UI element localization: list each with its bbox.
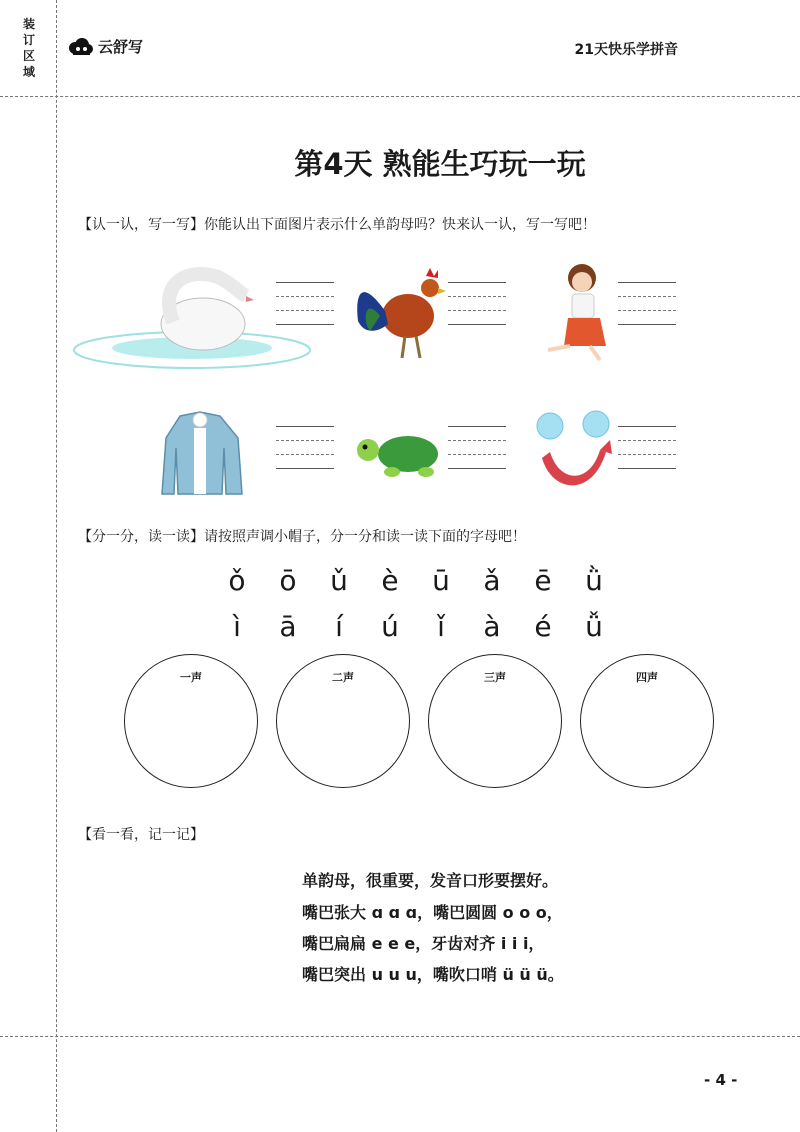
pinyin-letter: ì bbox=[233, 610, 241, 643]
binding-area-label: 装订区域 bbox=[22, 17, 35, 79]
fish-bubbles-icon bbox=[532, 408, 616, 498]
rhyme-line: 单韵母，很重要，发音口形要摆好。 bbox=[302, 871, 559, 890]
tone-circle-3[interactable] bbox=[428, 654, 562, 788]
footer-divider bbox=[0, 1036, 800, 1037]
writing-lines-5 bbox=[448, 426, 506, 482]
book-title: 21天快乐学拼音 bbox=[574, 42, 678, 58]
pinyin-letter: ū bbox=[432, 564, 450, 597]
pinyin-row-1 bbox=[226, 564, 605, 597]
cloud-logo-icon bbox=[68, 38, 94, 56]
section2-instruction: 【分一分，读一读】请按照声调小帽子，分一分和读一读下面的字母吧！ bbox=[78, 529, 526, 545]
pinyin-letter: ā bbox=[279, 610, 297, 643]
writing-lines-1 bbox=[276, 282, 334, 338]
turtle-icon bbox=[350, 428, 450, 484]
pinyin-letter: í bbox=[335, 610, 343, 643]
writing-lines-6 bbox=[618, 426, 676, 482]
logo bbox=[68, 36, 143, 57]
tone-circle-1[interactable] bbox=[124, 654, 258, 788]
jacket-icon bbox=[160, 408, 244, 498]
header-divider bbox=[0, 96, 800, 97]
pinyin-letter: ǔ bbox=[330, 564, 348, 597]
pinyin-letter: ǎ bbox=[483, 564, 501, 597]
pinyin-letter: ō bbox=[279, 564, 297, 597]
pinyin-letter: ǒ bbox=[228, 564, 246, 597]
writing-lines-4 bbox=[276, 426, 334, 482]
writing-lines-3 bbox=[618, 282, 676, 338]
pinyin-letter: ǜ bbox=[585, 564, 603, 597]
tone-circle-4[interactable] bbox=[580, 654, 714, 788]
logo-text: 云舒写 bbox=[98, 38, 144, 56]
page-title: 第4天 熟能生巧玩一玩 bbox=[294, 147, 586, 181]
tone-label: 二声 bbox=[332, 671, 354, 684]
tone-label: 四声 bbox=[636, 671, 658, 684]
pinyin-letter: à bbox=[483, 610, 501, 643]
pinyin-letter: ǐ bbox=[437, 610, 445, 643]
rhyme-line: 嘴巴突出 u u u，嘴吹口哨 ü ü ü。 bbox=[302, 965, 564, 984]
page-number: - 4 - bbox=[704, 1071, 738, 1089]
pinyin-letter: ǚ bbox=[585, 610, 603, 643]
tone-label: 三声 bbox=[484, 671, 506, 684]
pinyin-letter: ú bbox=[381, 610, 399, 643]
rhyme-line: 嘴巴扁扁 e e e，牙齿对齐 i i i， bbox=[302, 934, 545, 953]
writing-lines-2 bbox=[448, 282, 506, 338]
pinyin-letter: è bbox=[381, 564, 399, 597]
pinyin-letter: ē bbox=[534, 564, 552, 597]
section1-instruction: 【认一认，写一写】你能认出下面图片表示什么单韵母吗？快来认一认，写一写吧！ bbox=[78, 217, 596, 233]
pinyin-row-2 bbox=[226, 610, 605, 643]
girl-icon bbox=[538, 260, 618, 366]
rhyme-line: 嘴巴张大 ɑ ɑ ɑ，嘴巴圆圆 o o o， bbox=[302, 903, 563, 922]
tone-label: 一声 bbox=[180, 671, 202, 684]
rooster-icon bbox=[350, 266, 450, 362]
section3-instruction: 【看一看，记一记】 bbox=[78, 827, 204, 843]
pinyin-letter: é bbox=[534, 610, 552, 643]
tone-circle-2[interactable] bbox=[276, 654, 410, 788]
